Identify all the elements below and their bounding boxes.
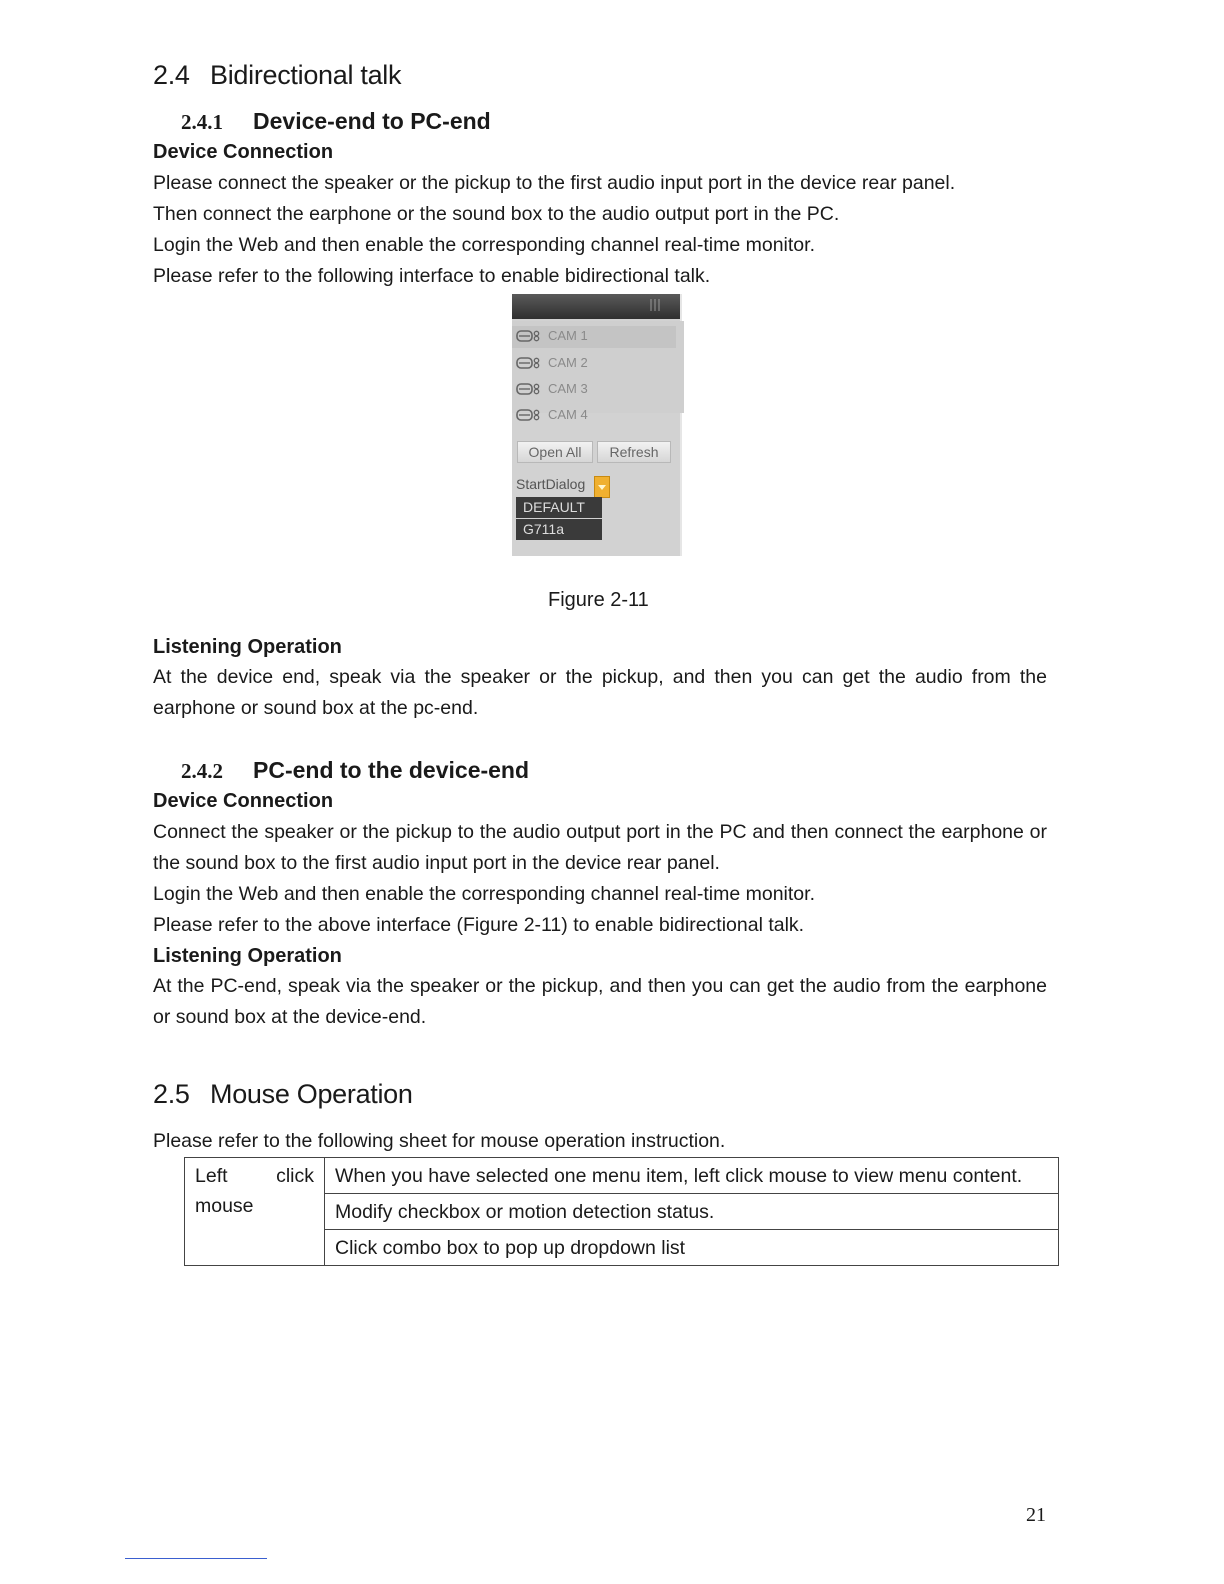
device-connection-heading: Device Connection: [153, 141, 334, 163]
paragraph: Please refer to the following sheet for mouse operation instruction.: [153, 1130, 726, 1152]
cell-text: mouse: [195, 1195, 254, 1217]
camera-list: [512, 321, 684, 422]
camera-icon: [516, 356, 542, 370]
paragraph: Please refer to the above interface (Figure 2-11) to enable bidirectional talk.: [153, 914, 805, 936]
cell-text: Left: [195, 1165, 228, 1187]
section-number: 2.5: [153, 1079, 190, 1109]
grip-icon[interactable]: [650, 299, 662, 311]
cell-line: [195, 1161, 314, 1191]
paragraph: Login the Web and then enable the corresponding channel real-time monitor.: [153, 234, 815, 256]
paragraph: At the device end, speak via the speaker or the pickup, and then you can get the audio from the earphone or sound box at the pc-end.: [153, 666, 1047, 719]
paragraph: Connect the speaker or the pickup to the audio output port in the PC and then connect the earphone or the sound box to the first audio input port in the device rear panel.: [153, 821, 1047, 874]
section-number: 2.4: [153, 60, 190, 90]
camera-item[interactable]: [512, 326, 676, 348]
camera-icon: [516, 408, 542, 422]
bidirectional-talk-panel: [512, 294, 682, 556]
camera-label: CAM 2: [548, 355, 588, 370]
table-cell: Click combo box to pop up dropdown list: [325, 1230, 1059, 1266]
paragraph: Please connect the speaker or the pickup to the first audio input port in the device rear panel.: [153, 172, 956, 194]
paragraph-block: [153, 168, 1047, 292]
codec-option[interactable]: DEFAULT: [516, 497, 602, 518]
open-all-button[interactable]: Open All: [517, 441, 593, 463]
section-2-4-2-heading: [181, 757, 529, 784]
figure-caption: Figure 2-11: [548, 589, 649, 611]
section-2-4-heading: [153, 60, 401, 91]
listening-operation-heading: Listening Operation: [153, 945, 342, 967]
camera-label: CAM 3: [548, 381, 588, 396]
codec-option[interactable]: G711a: [516, 519, 602, 540]
footnote-divider: [125, 1558, 267, 1559]
section-title: Device-end to PC-end: [253, 108, 491, 134]
section-2-4-1-heading: [181, 108, 491, 135]
table-cell: [185, 1158, 325, 1266]
camera-icon: [516, 329, 542, 343]
listening-operation-heading: Listening Operation: [153, 636, 342, 658]
section-number: 2.4.2: [181, 759, 223, 783]
panel-header: [512, 294, 680, 319]
chevron-down-icon[interactable]: [594, 476, 610, 498]
paragraph: Login the Web and then enable the corresponding channel real-time monitor.: [153, 883, 815, 905]
mouse-operation-table: [184, 1157, 1059, 1266]
section-title: Mouse Operation: [210, 1079, 413, 1109]
table-cell: Modify checkbox or motion detection status.: [325, 1194, 1059, 1230]
section-title: PC-end to the device-end: [253, 757, 530, 783]
paragraph: Please refer to the following interface to enable bidirectional talk.: [153, 265, 711, 287]
camera-label: CAM 1: [548, 328, 588, 343]
page-number: 21: [1026, 1504, 1046, 1526]
section-title: Bidirectional talk: [210, 60, 402, 90]
start-dialog-button[interactable]: StartDialog: [516, 476, 586, 492]
camera-label: CAM 4: [548, 407, 588, 422]
paragraph: Then connect the earphone or the sound box to the audio output port in the PC.: [153, 203, 840, 225]
camera-icon: [516, 382, 542, 396]
cell-text: click: [276, 1165, 314, 1187]
device-connection-heading: Device Connection: [153, 790, 334, 812]
table-cell: When you have selected one menu item, left click mouse to view menu content.: [325, 1158, 1059, 1194]
section-number: 2.4.1: [181, 110, 223, 134]
section-2-5-heading: [153, 1079, 413, 1110]
table-row: [185, 1158, 1059, 1194]
refresh-button[interactable]: Refresh: [597, 441, 671, 463]
paragraph-block: [153, 817, 1047, 941]
paragraph: At the PC-end, speak via the speaker or the pickup, and then you can get the audio from the earphone or sound box at the device-end.: [153, 975, 1047, 1028]
